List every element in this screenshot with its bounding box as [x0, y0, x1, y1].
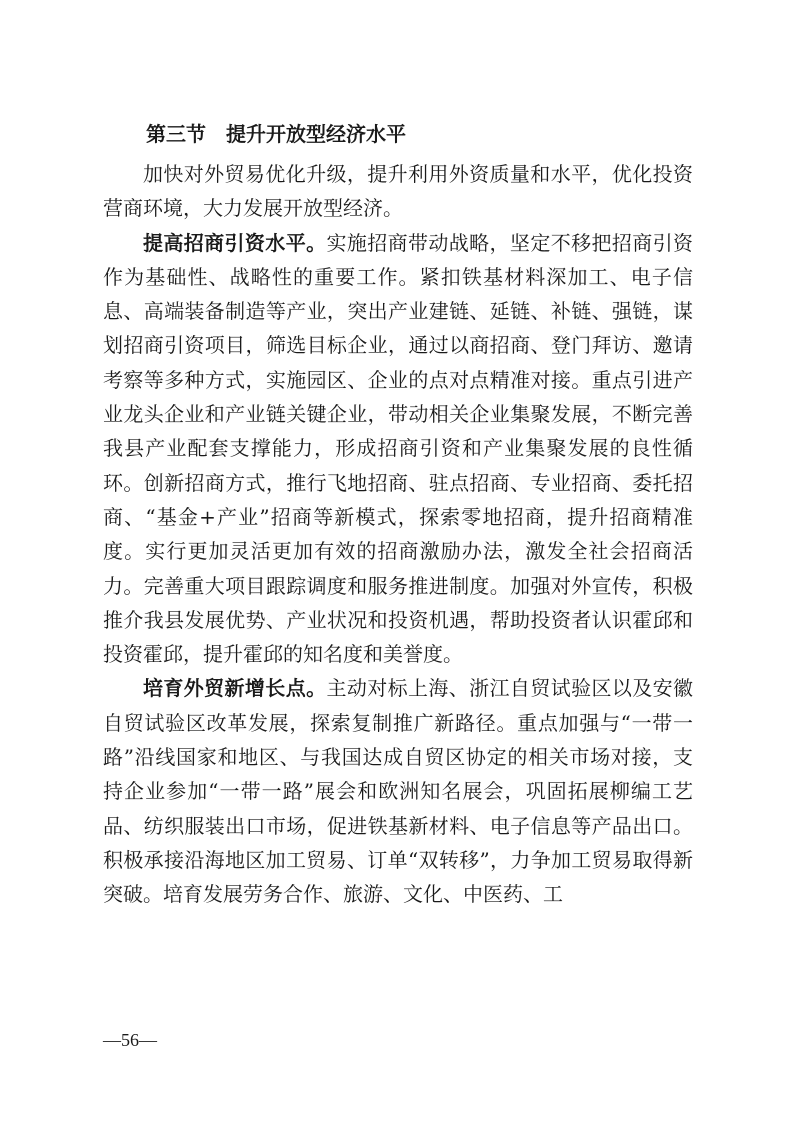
- investment-paragraph: [103, 226, 693, 672]
- section-heading: [103, 113, 693, 155]
- trade-paragraph-text: 主动对标上海、浙江自贸试验区以及安徽自贸试验区改革发展，探索复制推广新路径。重点加强与“一带一路”沿线国家和地区、与我国达成自贸区协定的相关市场对接，支持企业参加“一带一路”展会和欧洲知名展会，巩固拓展柳编工艺品、纺织服装出口市场，促进铁基新材料、电子信息等产品出口。积极承接沿海地区加工贸易、订单“双转移”，力争加工贸易取得新突破。培育发展劳务合作、旅游、文化、中医药、工: [103, 676, 694, 907]
- intro-paragraph: [103, 157, 693, 226]
- section-title: 提升开放型经济水平: [226, 122, 406, 146]
- trade-paragraph-lead: 培育外贸新增长点。: [143, 676, 327, 701]
- investment-paragraph-text: 实施招商带动战略，坚定不移把招商引资作为基础性、战略性的重要工作。紧扣铁基材料深加工、电子信息、高端装备制造等产业，突出产业建链、延链、补链、强链，谋划招商引资项目，筛选目标企业，通过以商招商、登门拜访、邀请考察等多种方式，实施园区、企业的点对点精准对接。重点引进产业龙头企业和产业链关键企业，带动相关企业集聚发展，不断完善我县产业配套支撑能力，形成招商引资和产业集聚发展的良性循环。创新招商方式，推行飞地招商、驻点招商、专业招商、委托招商、“基金+产业”招商等新模式，探索零地招商，提升招商精准度。实行更加灵活更加有效的招商激励办法，激发全社会招商活力。完善重大项目跟踪调度和服务推进制度。加强对外宣传，积极推介我县发展优势、产业状况和投资机遇，帮助投资者认识霍邱和投资霍邱，提升霍邱的知名度和美誉度。: [103, 230, 694, 667]
- section-number: 第三节: [146, 122, 206, 146]
- investment-paragraph-lead: 提高招商引资水平。: [143, 230, 327, 255]
- document-body: [103, 113, 693, 912]
- intro-paragraph-text: 加快对外贸易优化升级，提升利用外资质量和水平，优化投资营商环境，大力发展开放型经济。: [103, 162, 693, 221]
- trade-paragraph: [103, 671, 693, 911]
- page-number: —56—: [103, 1030, 157, 1050]
